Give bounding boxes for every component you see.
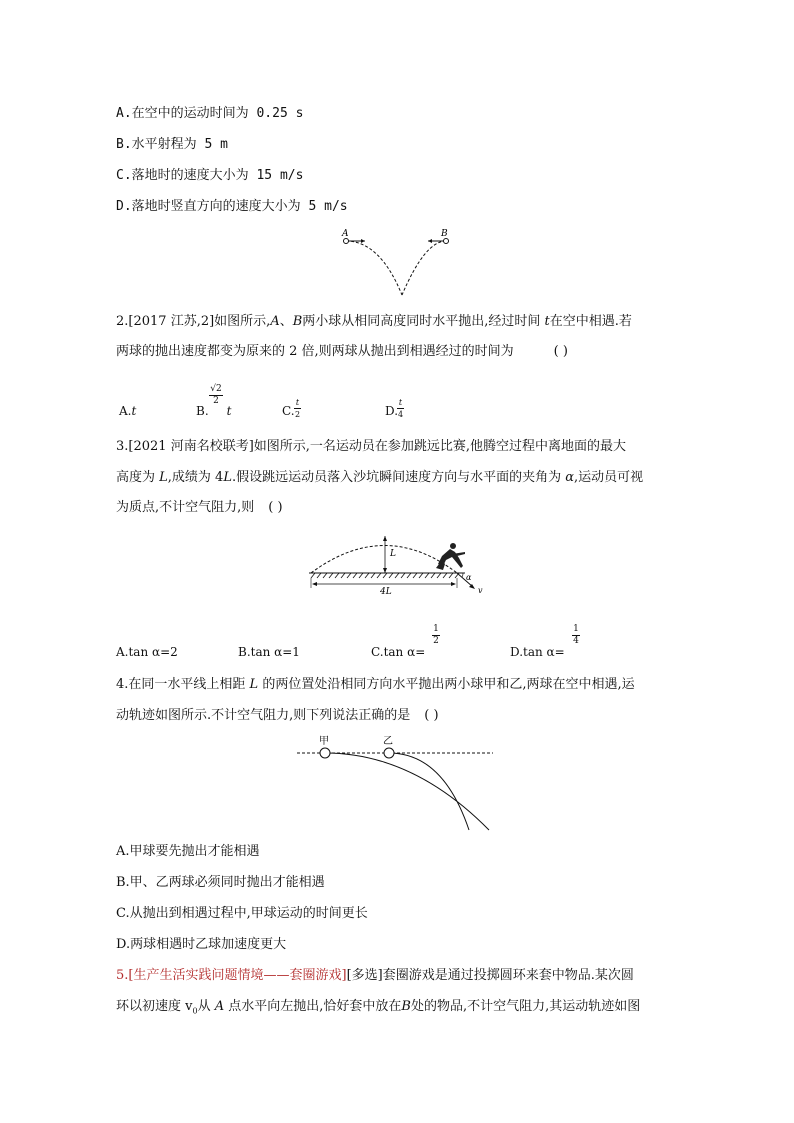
q2-option-b-fraction: √2 2: [210, 384, 222, 406]
q3-option-a: A.tan α=2: [116, 645, 178, 659]
q3-option-d-fraction: 1 4: [573, 624, 579, 646]
q2-line-1: 2.[2017 江苏,2]如图所示,A、B两小球从相同高度同时水平抛出,经过时间 t在空中相遇.若: [116, 314, 632, 329]
q1-option-c: C.落地时的速度大小为 15 m/s: [116, 168, 304, 183]
q3-option-d: D.tan α=: [510, 645, 565, 659]
answer-paren: ( ): [268, 500, 283, 515]
q2-option-d-fraction: t 4: [397, 398, 404, 419]
q4-line-2: 动轨迹如图所示.不计空气阻力,则下列说法正确的是 ( ): [116, 708, 439, 723]
distance-label: 4L: [380, 587, 392, 597]
q3-line-1: 3.[2021 河南名校联考]如图所示,一名运动员在参加跳远比赛,他腾空过程中离地面的最大: [116, 439, 627, 454]
q2-option-c-fraction: t 2: [294, 398, 301, 419]
q4-option-b: B.甲、乙两球必须同时抛出才能相遇: [116, 875, 325, 890]
ball-yi: [384, 748, 394, 758]
height-label: L: [390, 549, 396, 559]
q2-option-b: B. t: [196, 404, 232, 418]
q3-figure: [305, 530, 495, 600]
q2-option-a: A.t: [119, 404, 137, 418]
q3-option-c: C.tan α=: [371, 645, 426, 659]
ball-a: [344, 239, 349, 244]
q3-option-b: B.tan α=1: [238, 645, 300, 659]
q1-option-a: A.在空中的运动时间为 0.25 s: [116, 106, 304, 121]
angle-label: α: [466, 573, 472, 582]
context-tag: 5.[生产生活实践问题情境——套圈游戏]: [116, 968, 347, 983]
q4-option-a: A.甲球要先抛出才能相遇: [116, 844, 260, 859]
answer-paren: ( ): [553, 344, 568, 359]
velocity-label: v: [478, 586, 483, 595]
answer-paren: ( ): [424, 708, 439, 723]
label-a: A: [342, 229, 349, 239]
label-yi: 乙: [383, 736, 393, 747]
label-jia: 甲: [319, 736, 329, 747]
q1-option-d: D.落地时竖直方向的速度大小为 5 m/s: [116, 199, 348, 214]
q3-line-2: 高度为 L,成绩为 4L.假设跳远运动员落入沙坑瞬间速度方向与水平面的夹角为 α,运动员可视: [116, 470, 644, 485]
q3-line-3: 为质点,不计空气阻力,则 ( ): [116, 500, 283, 515]
q5-line-1: 5.[生产生活实践问题情境——套圈游戏][多选]套圈游戏是通过投掷圆环来套中物品.某次圆: [116, 968, 634, 983]
q4-option-c: C.从抛出到相遇过程中,甲球运动的时间更长: [116, 906, 368, 921]
q2-figure: [330, 228, 460, 300]
q4-line-1: 4.在同一水平线上相距 L 的两位置处沿相同方向水平抛出两小球甲和乙,两球在空中相遇,运: [116, 677, 635, 692]
q5-line-2: 环以初速度 $v_0$从 A 点水平向左抛出,恰好套中放在B处的物品,不计空气阻力,其运动轨迹如图: [116, 999, 641, 1016]
q3-option-c-fraction: 1 2: [433, 624, 439, 646]
ball-b: [444, 239, 449, 244]
label-b: B: [441, 229, 448, 239]
q2-line-2: 两球的抛出速度都变为原来的 2 倍,则两球从抛出到相遇经过的时间为 ( ): [116, 344, 568, 359]
q2-option-d: D.: [385, 404, 399, 418]
jumper-icon: [436, 543, 465, 570]
q4-figure: [293, 733, 498, 833]
q4-option-d: D.两球相遇时乙球加速度更大: [116, 937, 287, 952]
q2-option-c: C.: [282, 404, 295, 418]
ball-jia: [320, 748, 330, 758]
q1-option-b: B.水平射程为 5 m: [116, 137, 228, 152]
